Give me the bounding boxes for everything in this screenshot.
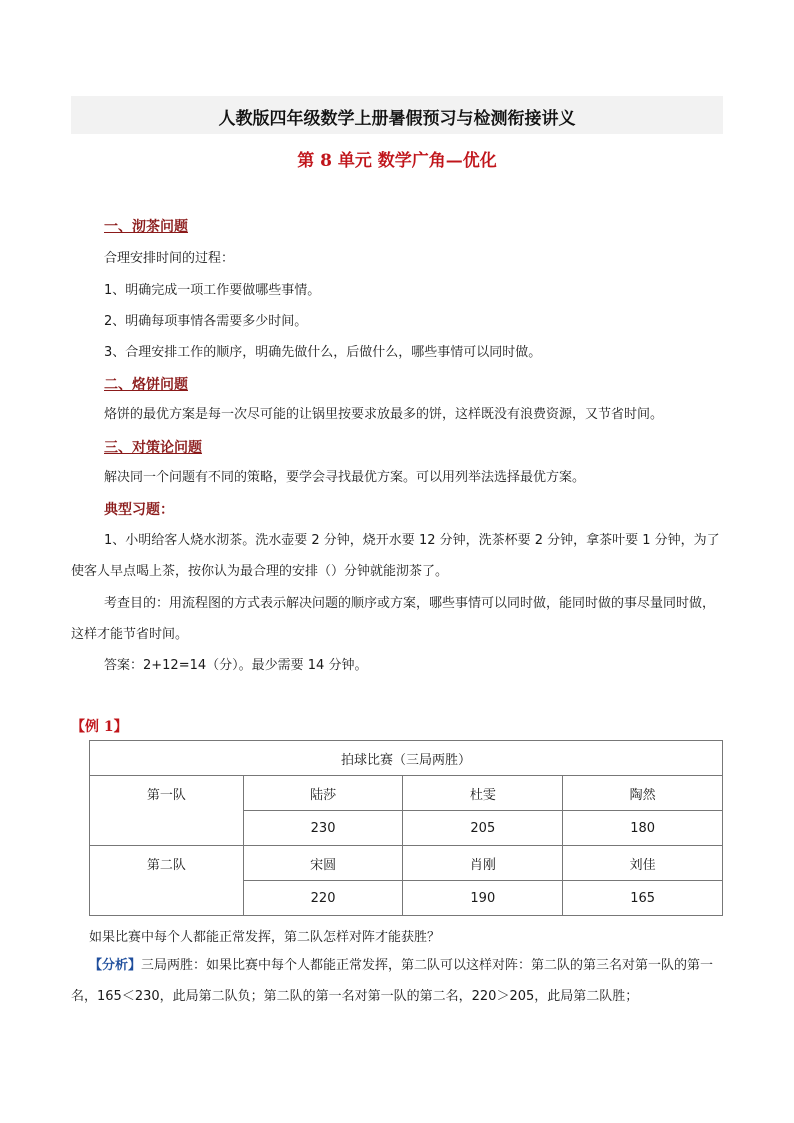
section-heading-strategy — [104, 437, 202, 457]
analysis-text: 三局两胜：如果比赛中每个人都能正常发挥，第二队可以这样对阵：第二队的第三名对第一队的第一名，165＜230，此局第二队负；第二队的第一名对第一队的第二名，220＞205，此局第二队胜； — [71, 958, 714, 1004]
section-heading-tea-text: 一、沏茶问题 — [104, 219, 188, 235]
example-question: 如果比赛中每个人都能正常发挥，第二队怎样对阵才能获胜？ — [89, 930, 441, 945]
section-heading-pancake — [104, 374, 188, 394]
player-cell: 杜雯 — [403, 776, 563, 811]
unit-subtitle: 第 8 单元 数学广角—优化 — [297, 151, 497, 171]
tea-item-2: 2、明确每项事情各需要多少时间。 — [104, 314, 308, 329]
analysis-paragraph — [71, 950, 727, 1012]
score-cell: 165 — [563, 881, 723, 916]
tea-intro: 合理安排时间的过程： — [104, 251, 235, 266]
document-title: 人教版四年级数学上册暑假预习与检测衔接讲义 — [218, 109, 576, 129]
table-caption: 拍球比赛（三局两胜） — [90, 741, 723, 776]
pancake-text: 烙饼的最优方案是每一次尽可能的让锅里按要求放最多的饼，这样既没有浪费资源，又节省时间。 — [104, 407, 664, 422]
player-cell: 肖刚 — [403, 846, 563, 881]
team-name-cell: 第二队 — [90, 846, 244, 916]
table-row — [90, 776, 723, 811]
typical-heading: 典型习题： — [104, 502, 174, 518]
player-cell: 宋圆 — [243, 846, 403, 881]
tea-item-1: 1、明确完成一项工作要做哪些事情。 — [104, 283, 321, 298]
typical-answer: 答案：2+12=14（分）。最少需要 14 分钟。 — [104, 658, 368, 673]
score-cell: 180 — [563, 811, 723, 846]
tea-item-3: 3、合理安排工作的顺序，明确先做什么，后做什么，哪些事情可以同时做。 — [104, 345, 542, 360]
table-row — [90, 741, 723, 776]
player-cell: 陶然 — [563, 776, 723, 811]
score-cell: 230 — [243, 811, 403, 846]
score-cell: 205 — [403, 811, 563, 846]
section-heading-pancake-text: 二、烙饼问题 — [104, 377, 188, 393]
player-cell: 刘佳 — [563, 846, 723, 881]
table-row — [90, 846, 723, 881]
score-cell: 190 — [403, 881, 563, 916]
match-table — [89, 740, 723, 916]
strategy-text: 解决同一个问题有不同的策略，要学会寻找最优方案。可以用列举法选择最优方案。 — [104, 470, 586, 485]
section-heading-strategy-text: 三、对策论问题 — [104, 440, 202, 456]
score-cell: 220 — [243, 881, 403, 916]
player-cell: 陆莎 — [243, 776, 403, 811]
team-name-cell: 第一队 — [90, 776, 244, 846]
typical-purpose: 考查目的：用流程图的方式表示解决问题的顺序或方案，哪些事情可以同时做，能同时做的事尽量同时做，这样才能节省时间。 — [71, 596, 716, 642]
typical-question: 1、小明给客人烧水沏茶。洗水壶要 2 分钟，烧开水要 12 分钟，洗茶杯要 2 分钟，拿茶叶要 1 分钟，为了使客人早点喝上茶，按你认为最合理的安排（）分钟就能沏茶了。 — [71, 533, 720, 579]
section-heading-tea — [104, 216, 188, 236]
example-label: 【例 1】 — [71, 719, 128, 735]
analysis-tag: 【分析】 — [89, 958, 142, 973]
